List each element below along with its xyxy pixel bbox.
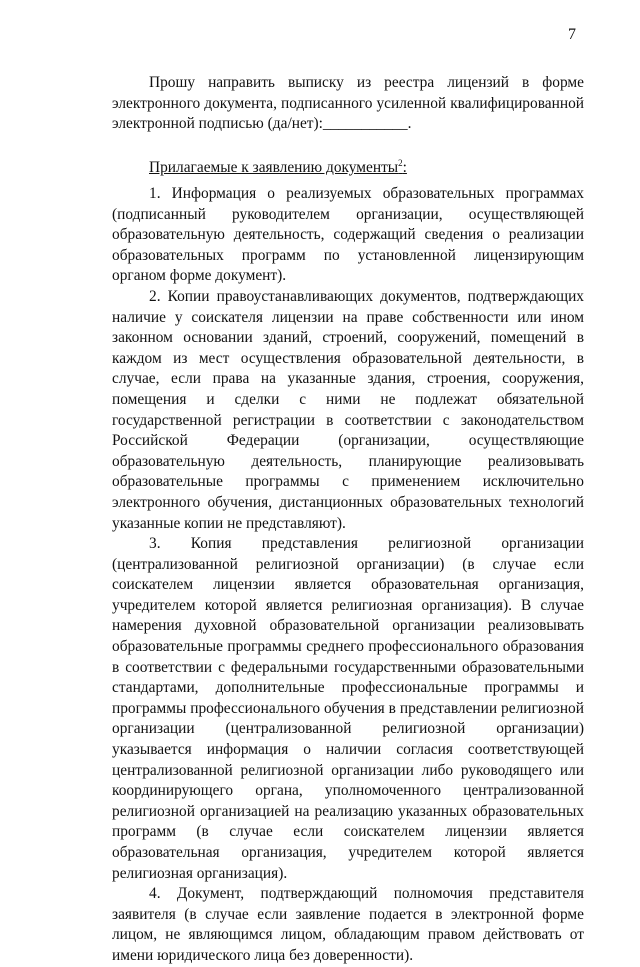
attachments-list [112,184,584,967]
list-item: 2. Копии правоустанавливающих документов, подтверждающих наличие у соискателя лицензии на праве собственности или ином законном основании зданий, строений, сооружений, помещений в каждом из мест осуществления образовательной деятельности, в случае, если права на указанные здания, строения, сооружения, помещения и сделки с ними не подлежат обязательной государственной регистрации в соответствии с законодательством Российской Федерации (организации, осуществляющие образовательную деятельность, планирующие реализовывать образовательные программы с применением исключительно электронного обучения, дистанционных образовательных технологий указанные копии не представляют). [112,287,584,532]
list-item: 4. Документ, подтверждающий полномочия представителя заявителя (в случае если заявление подается в электронной форме лицом, не являющимся лицом, обладающим правом действовать от имени юридического лица без доверенности). [112,885,584,964]
heading-suffix: : [402,159,407,177]
intro-paragraph: Прошу направить выписку из реестра лицензий в форме электронного документа, подписанного усиленной квалифицированной электронной подписью (да/нет):___________. [112,74,584,133]
list-item: 1. Информация о реализуемых образовательных программах (подписанный руководителем организации, осуществляющей образовательную деятельность, содержащий сведения о реализации образовательных программ по установленной лицензирующим органом форме документ). [112,185,584,285]
attachments-heading [149,158,407,177]
list-item: 3. Копия представления религиозной организации (централизованной религиозной организации) (в случае если соискателем лицензии является образовательная организация, учредителем которой является религиозная организация). В случае намерения духовной образовательной организации реализовывать образовательные программы среднего профессионального образования в соответствии с федеральными государственными образовательными стандартами, дополнительные профессиональные программы и программы профессионального обучения в представлении религиозной организации (централизованной религиозной организации) указывается информация о наличии согласия соответствующей централизованной религиозной организации либо руководящего или координирующего органа, уполномоченного централизованной религиозной организацией на реализацию указанных образовательных программ (в случае если соискателем лицензии является образовательная организация, учредителем которой является религиозная организация). [112,535,584,882]
footnote-marker: 2 [398,158,403,168]
page-number: 7 [568,26,576,43]
heading-text: Прилагаемые к заявлению документы [149,159,399,177]
